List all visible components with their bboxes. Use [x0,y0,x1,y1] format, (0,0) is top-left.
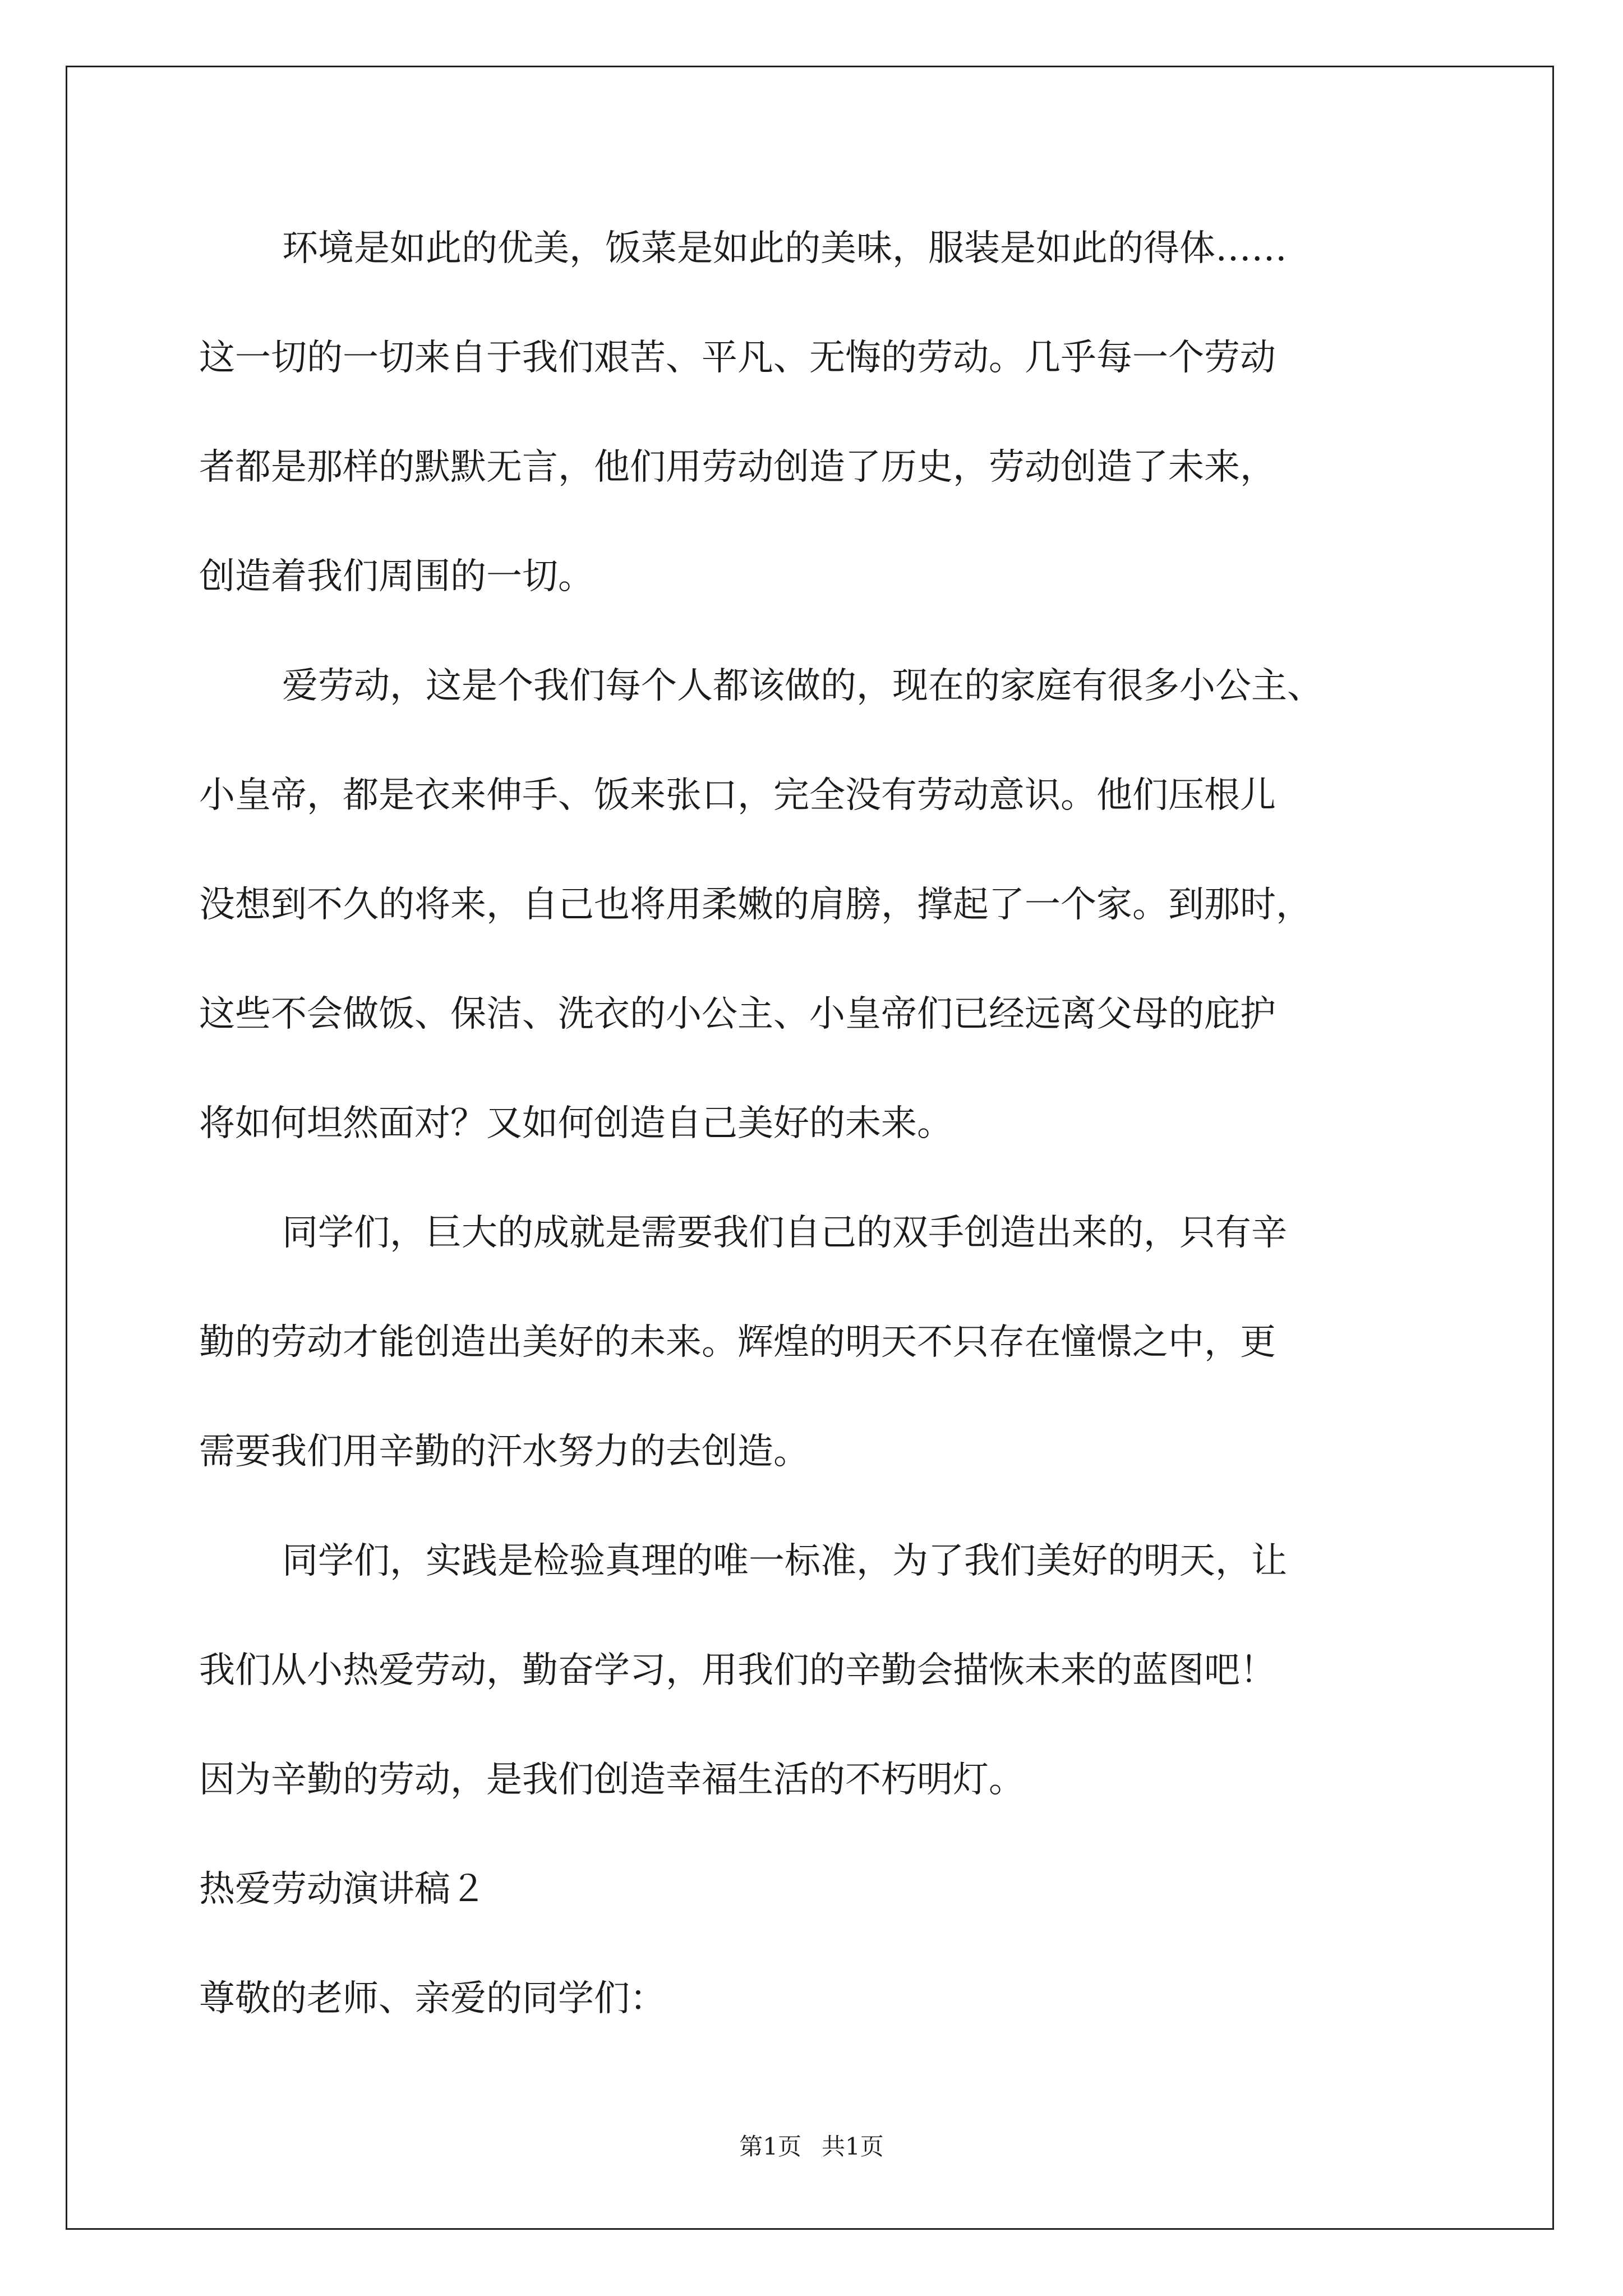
salutation: 尊敬的老师、亲爱的同学们： [199,1978,666,2019]
text-line: 创造着我们周围的一切。 [199,556,594,597]
text-line: 这一切的一切来自于我们艰苦、平凡、无悔的劳动。几乎每一个劳动 [199,337,1276,379]
paragraph [199,222,1455,604]
text-line: 需要我们用辛勤的汗水努力的去创造。 [199,1431,809,1473]
paragraph [199,1534,1455,1807]
text-line: 将如何坦然面对？又如何创造自己美好的未来。 [199,1103,953,1144]
text-line: 这些不会做饭、保洁、洗衣的小公主、小皇帝们已经远离父母的庇护 [199,993,1276,1035]
text-line: 同学们，实践是检验真理的唯一标准，为了我们美好的明天，让 [282,1540,1287,1582]
section-title: 热爱劳动演讲稿２ [199,1869,486,1910]
page-number: 第1页 [739,2133,801,2160]
text-line: 小皇帝，都是衣来伸手、饭来张口，完全没有劳动意识。他们压根儿 [199,775,1276,816]
text-line: 我们从小热爱劳动，勤奋学习，用我们的辛勤会描恢未来的蓝图吧！ [199,1650,1276,1691]
paragraph [199,1206,1455,1479]
text-line: 因为辛勤的劳动，是我们创造幸福生活的不朽明灯。 [199,1759,1025,1801]
paragraph [199,659,1455,1151]
text-line: 爱劳动，这是个我们每个人都该做的，现在的家庭有很多小公主、 [282,665,1323,707]
text-line: 者都是那样的默默无言，他们用劳动创造了历史，劳动创造了未来， [199,447,1276,488]
text-line: 环境是如此的优美，饭菜是如此的美味，服装是如此的得体…… [282,228,1287,269]
text-line: 勤的劳动才能创造出美好的未来。辉煌的明天不只存在憧憬之中，更 [199,1322,1276,1363]
text-line: 没想到不久的将来，自己也将用柔嫩的肩膀，撑起了一个家。到那时， [199,884,1312,926]
text-line: 同学们，巨大的成就是需要我们自己的双手创造出来的，只有辛 [282,1212,1287,1254]
document-body [199,222,1455,2081]
page-total: 共1页 [822,2133,884,2160]
page-footer [0,2130,1623,2164]
